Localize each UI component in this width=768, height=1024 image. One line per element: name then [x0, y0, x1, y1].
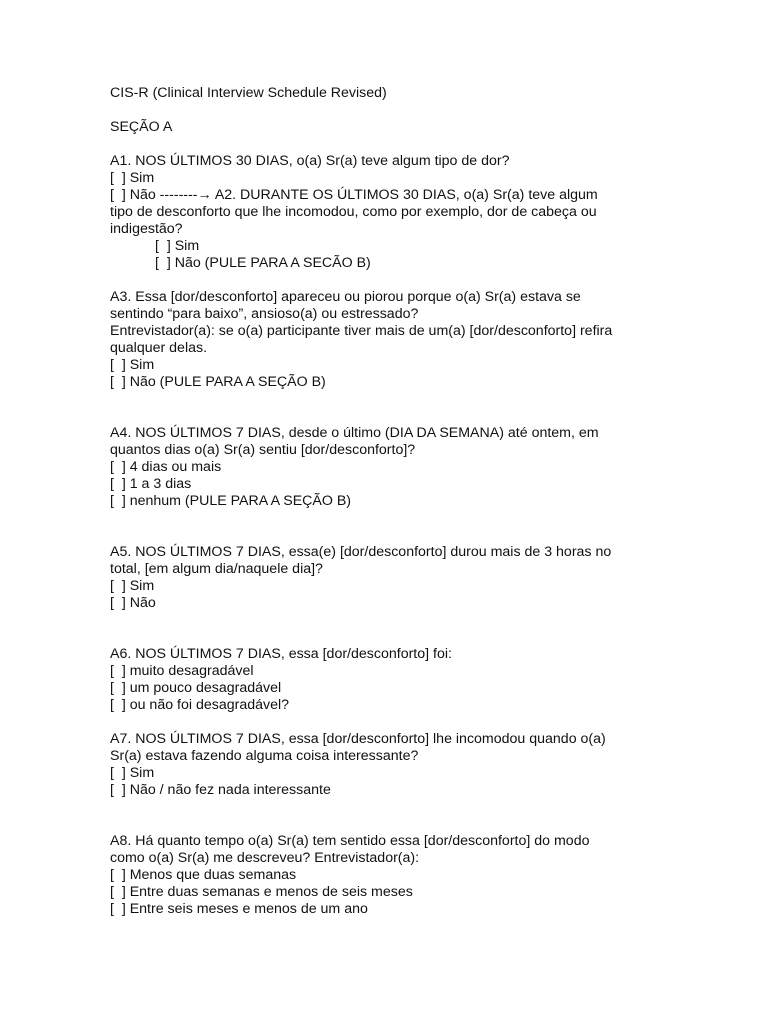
a1-option-sim: [ ] Sim [110, 170, 155, 186]
a6-option-1: [ ] muito desagradável [110, 663, 254, 679]
question-a6 [110, 646, 670, 714]
question-a4-text-line1: A4. NOS ÚLTIMOS 7 DIAS, desde o último (DIA DA SEMANA) até ontem, em [110, 425, 599, 441]
a7-option-sim: [ ] Sim [110, 765, 155, 781]
question-a5-text-line2: total, [em algum dia/naquele dia]? [110, 561, 323, 577]
a2-option-sim: [ ] Sim [155, 238, 200, 254]
a1-option-nao-a2-text: [ ] Não --------→ A2. DURANTE OS ÚLTIMOS 30 DIAS, o(a) Sr(a) teve algum [110, 187, 598, 203]
a3-option-nao: [ ] Não (PULE PARA A SEÇÃO B) [110, 374, 326, 390]
section-heading: SEÇÃO A [110, 119, 173, 135]
a3-interviewer-note-line2: qualquer delas. [110, 340, 208, 356]
question-a3-text-line2: sentindo “para baixo”, ansioso(a) ou estressado? [110, 306, 419, 322]
a4-option-3: [ ] nenhum (PULE PARA A SEÇÃO B) [110, 493, 352, 509]
a7-option-nao: [ ] Não / não fez nada interessante [110, 782, 331, 798]
question-a7-text-line1: A7. NOS ÚLTIMOS 7 DIAS, essa [dor/desconforto] lhe incomodou quando o(a) [110, 731, 606, 747]
question-a7-text-line2: Sr(a) estava fazendo alguma coisa interessante? [110, 748, 419, 764]
question-a1 [110, 153, 670, 272]
a3-option-sim: [ ] Sim [110, 357, 155, 373]
question-a3 [110, 289, 670, 391]
question-a8-text-line2: como o(a) Sr(a) me descreveu? Entrevistador(a): [110, 850, 420, 866]
question-a5-text-line1: A5. NOS ÚLTIMOS 7 DIAS, essa(e) [dor/desconforto] durou mais de 3 horas no [110, 544, 612, 560]
question-a6-text: A6. NOS ÚLTIMOS 7 DIAS, essa [dor/desconforto] foi: [110, 646, 452, 662]
question-a1-text: A1. NOS ÚLTIMOS 30 DIAS, o(a) Sr(a) teve algum tipo de dor? [110, 153, 510, 169]
a8-option-1: [ ] Menos que duas semanas [110, 867, 297, 883]
question-a7 [110, 731, 670, 799]
a4-option-1: [ ] 4 dias ou mais [110, 459, 222, 475]
a5-option-sim: [ ] Sim [110, 578, 155, 594]
question-a4-text-line2: quantos dias o(a) Sr(a) sentiu [dor/desconforto]? [110, 442, 416, 458]
a2-option-nao: [ ] Não (PULE PARA A SECÃO B) [155, 255, 371, 271]
a5-option-nao: [ ] Não [110, 595, 156, 611]
a6-option-2: [ ] um pouco desagradável [110, 680, 282, 696]
question-a5 [110, 544, 670, 612]
question-a8 [110, 833, 670, 918]
a6-option-3: [ ] ou não foi desagradável? [110, 697, 290, 713]
a8-option-3: [ ] Entre seis meses e menos de um ano [110, 901, 368, 917]
question-a4 [110, 425, 670, 510]
question-a2-text-line3: indigestão? [110, 221, 183, 237]
document-page [110, 85, 670, 918]
a3-interviewer-note-line1: Entrevistador(a): se o(a) participante tiver mais de um(a) [dor/desconforto] refira [110, 323, 613, 339]
question-a8-text-line1: A8. Há quanto tempo o(a) Sr(a) tem sentido essa [dor/desconforto] do modo [110, 833, 590, 849]
question-a3-text-line1: A3. Essa [dor/desconforto] apareceu ou piorou porque o(a) Sr(a) estava se [110, 289, 581, 305]
document-title: CIS-R (Clinical Interview Schedule Revised) [110, 85, 387, 101]
a8-option-2: [ ] Entre duas semanas e menos de seis meses [110, 884, 413, 900]
a4-option-2: [ ] 1 a 3 dias [110, 476, 192, 492]
question-a2-text-line2: tipo de desconforto que lhe incomodou, como por exemplo, dor de cabeça ou [110, 204, 597, 220]
